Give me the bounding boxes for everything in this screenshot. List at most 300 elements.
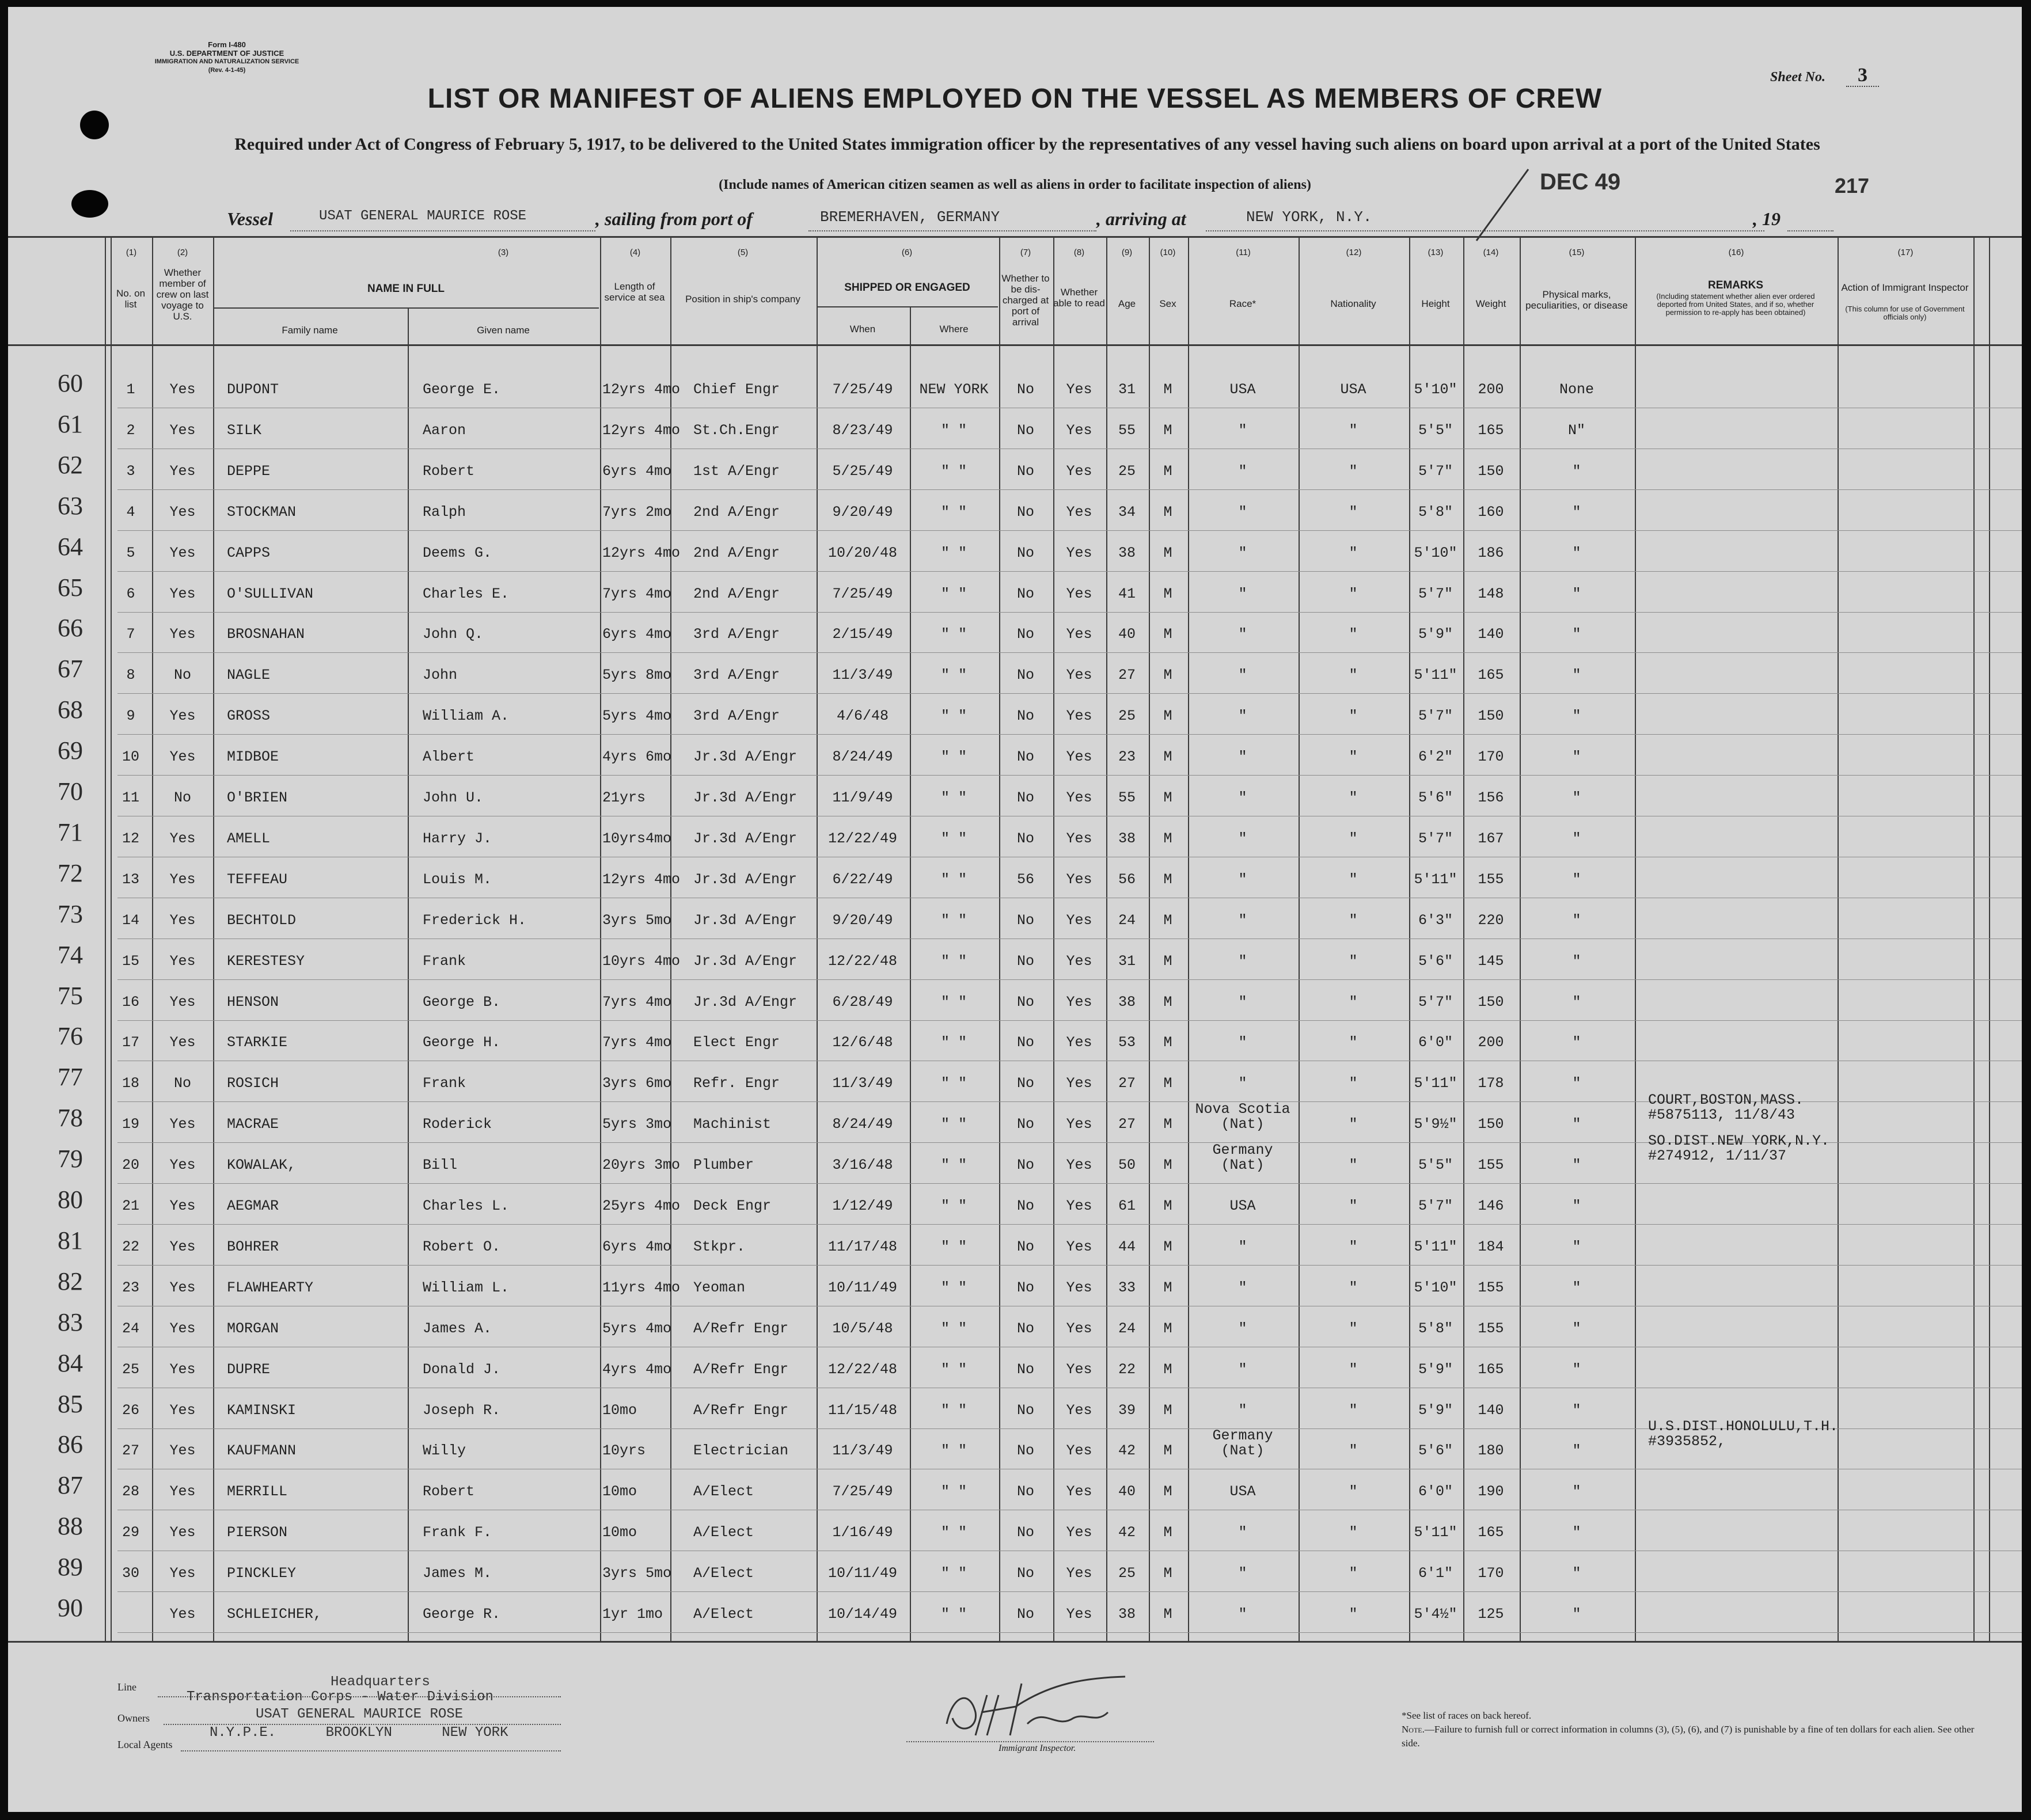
where-place: NEW YORK xyxy=(919,381,989,398)
margin-number: 63 xyxy=(58,492,83,520)
service-length: 3yrs 5mo xyxy=(602,912,672,929)
where-place: " " xyxy=(940,1483,967,1500)
position-value: A/Elect xyxy=(693,1483,754,1500)
row-number: 25 xyxy=(122,1361,139,1378)
vessel-name: USAT GENERAL MAURICE ROSE xyxy=(319,208,527,224)
age-value: 25 xyxy=(1118,1565,1136,1582)
weight-value: 150 xyxy=(1478,1116,1504,1133)
row-number: 5 xyxy=(126,545,135,561)
position-value: Elect Engr xyxy=(693,1034,780,1051)
remarks-value: COURT,BOSTON,MASS. #5875113, 11/8/43 xyxy=(1648,1092,1804,1123)
where-place: " " xyxy=(940,953,967,970)
given-name: Albert xyxy=(423,748,475,765)
col-when: When xyxy=(849,324,876,335)
sex-value: M xyxy=(1163,1116,1172,1133)
read-value: Yes xyxy=(1066,1402,1092,1419)
margin-number: 69 xyxy=(58,736,83,765)
crew-member-value: Yes xyxy=(169,871,196,888)
race-value: " xyxy=(1238,504,1247,520)
discharged-value: No xyxy=(1016,912,1034,929)
where-place: " " xyxy=(940,871,967,888)
discharged-value: No xyxy=(1016,953,1034,970)
height-value: 6'3" xyxy=(1418,912,1453,929)
sex-value: M xyxy=(1163,1606,1172,1623)
age-value: 31 xyxy=(1118,953,1136,970)
when-date: 12/6/48 xyxy=(832,1034,893,1051)
when-date: 2/15/49 xyxy=(832,626,893,643)
given-name: Robert O. xyxy=(423,1238,501,1255)
race-value: " xyxy=(1238,1034,1247,1051)
position-value: 2nd A/Engr xyxy=(693,504,780,520)
row-number: 20 xyxy=(122,1157,139,1173)
read-value: Yes xyxy=(1066,1483,1092,1500)
sex-value: M xyxy=(1163,545,1172,561)
read-value: Yes xyxy=(1066,953,1092,970)
row-number: 27 xyxy=(122,1442,139,1459)
line-value-1: Headquarters xyxy=(331,1674,430,1690)
sex-value: M xyxy=(1163,1198,1172,1214)
race-value: " xyxy=(1238,1361,1247,1378)
table-row xyxy=(8,1185,2022,1225)
read-value: Yes xyxy=(1066,504,1092,520)
arriving-label: , arriving at xyxy=(1096,208,1186,229)
family-name: ROSICH xyxy=(227,1075,279,1092)
race-note: *See list of races on back hereof. xyxy=(1402,1710,1532,1721)
when-date: 10/5/48 xyxy=(832,1320,893,1337)
family-name: GROSS xyxy=(227,708,271,724)
position-value: 2nd A/Engr xyxy=(693,586,780,602)
physical-value: " xyxy=(1572,789,1581,806)
physical-value: " xyxy=(1572,994,1581,1010)
position-value: St.Ch.Engr xyxy=(693,422,780,439)
service-length: 11yrs 4mo xyxy=(602,1279,681,1296)
weight-value: 146 xyxy=(1478,1198,1504,1214)
weight-value: 125 xyxy=(1478,1606,1504,1623)
table-top-rule xyxy=(8,236,2022,238)
table-row xyxy=(8,1471,2022,1511)
discharged-value: No xyxy=(1016,586,1034,602)
position-value: Plumber xyxy=(693,1157,754,1173)
discharged-value: No xyxy=(1016,1198,1034,1214)
position-value: Stkpr. xyxy=(693,1238,746,1255)
line-label: Line xyxy=(117,1681,136,1693)
family-name: STARKIE xyxy=(227,1034,288,1051)
family-name: FLAWHEARTY xyxy=(227,1279,314,1296)
service-length: 5yrs 8mo xyxy=(602,667,672,683)
weight-value: 170 xyxy=(1478,1565,1504,1582)
service-length: 21yrs xyxy=(602,789,646,806)
physical-value: N" xyxy=(1567,422,1585,439)
age-value: 56 xyxy=(1118,871,1136,888)
service-length: 10yrs 4mo xyxy=(602,953,681,970)
height-value: 5'6" xyxy=(1418,1442,1453,1459)
read-value: Yes xyxy=(1066,871,1092,888)
race-value: " xyxy=(1238,1238,1247,1255)
height-value: 5'4½" xyxy=(1414,1606,1457,1623)
margin-number: 64 xyxy=(58,533,83,561)
when-date: 10/20/48 xyxy=(827,545,898,561)
height-value: 5'7" xyxy=(1418,994,1453,1010)
sex-value: M xyxy=(1163,912,1172,929)
nationality-value: " xyxy=(1349,504,1358,520)
height-value: 5'8" xyxy=(1418,1320,1453,1337)
nationality-value: " xyxy=(1349,422,1358,439)
when-date: 12/22/49 xyxy=(827,830,898,847)
row-number: 9 xyxy=(126,708,135,724)
row-rule xyxy=(117,530,2022,531)
where-place: " " xyxy=(940,748,967,765)
nationality-value: " xyxy=(1349,1034,1358,1051)
service-name: IMMIGRATION AND NATURALIZATION SERVICE xyxy=(154,58,299,65)
column-number: (16) xyxy=(1728,248,1744,257)
family-name: O'SULLIVAN xyxy=(227,586,314,602)
weight-value: 165 xyxy=(1478,1361,1504,1378)
table-row xyxy=(8,368,2022,409)
column-number: (13) xyxy=(1428,248,1444,257)
family-name: SILK xyxy=(227,422,262,439)
nationality-value: " xyxy=(1349,1320,1358,1337)
race-value: USA xyxy=(1229,381,1256,398)
margin-number: 67 xyxy=(58,655,83,683)
family-name: AMELL xyxy=(227,830,271,847)
where-place: " " xyxy=(940,1402,967,1419)
where-place: " " xyxy=(940,1157,967,1173)
sex-value: M xyxy=(1163,1565,1172,1582)
given-name: Deems G. xyxy=(423,545,492,561)
when-date: 9/20/49 xyxy=(832,912,893,929)
sailing-label: , sailing from port of xyxy=(595,208,753,229)
weight-value: 150 xyxy=(1478,463,1504,480)
discharged-value: No xyxy=(1016,830,1034,847)
nationality-value: " xyxy=(1349,789,1358,806)
physical-value: " xyxy=(1572,871,1581,888)
service-length: 6yrs 4mo xyxy=(602,626,672,643)
note-label: Note. xyxy=(1402,1724,1425,1735)
family-name: O'BRIEN xyxy=(227,789,288,806)
row-number: 28 xyxy=(122,1483,139,1500)
height-value: 5'7" xyxy=(1418,830,1453,847)
physical-value: " xyxy=(1572,1402,1581,1419)
inspector-rule xyxy=(906,1741,1154,1742)
col-action-note: (This column for use of Government officials only) xyxy=(1845,305,1965,321)
when-date: 11/17/48 xyxy=(827,1238,898,1255)
position-value: Machinist xyxy=(693,1116,772,1133)
table-row xyxy=(8,899,2022,940)
position-value: Jr.3d A/Engr xyxy=(693,830,798,847)
height-value: 5'11" xyxy=(1414,667,1457,683)
row-number: 10 xyxy=(122,748,139,765)
stamp-number: 217 xyxy=(1835,174,1870,197)
service-length: 5yrs 4mo xyxy=(602,1320,672,1337)
given-name: Frank xyxy=(423,1075,466,1092)
height-value: 5'6" xyxy=(1418,789,1453,806)
margin-number: 75 xyxy=(58,982,83,1010)
vessel-rule xyxy=(290,230,595,231)
margin-number: 89 xyxy=(58,1553,83,1581)
punch-hole xyxy=(71,190,108,218)
read-value: Yes xyxy=(1066,1279,1092,1296)
read-value: Yes xyxy=(1066,830,1092,847)
given-name: John xyxy=(423,667,458,683)
row-number: 23 xyxy=(122,1279,139,1296)
nationality-value: " xyxy=(1349,463,1358,480)
table-row xyxy=(8,654,2022,694)
service-length: 6yrs 4mo xyxy=(602,1238,672,1255)
row-number: 26 xyxy=(122,1402,139,1419)
discharged-value: 56 xyxy=(1016,871,1034,888)
col-read: Whether able to read xyxy=(1053,287,1105,309)
read-value: Yes xyxy=(1066,1606,1092,1623)
manifest-page xyxy=(8,7,2022,1812)
crew-member-value: Yes xyxy=(169,626,196,643)
physical-value: " xyxy=(1572,504,1581,520)
margin-number: 84 xyxy=(58,1349,83,1377)
column-number: (12) xyxy=(1346,248,1362,257)
service-length: 12yrs 4mo xyxy=(602,545,681,561)
table-row xyxy=(8,1552,2022,1593)
when-date: 7/25/49 xyxy=(832,586,893,602)
race-value: " xyxy=(1238,871,1247,888)
table-row xyxy=(8,1348,2022,1389)
given-name: Frank F. xyxy=(423,1524,492,1541)
margin-number: 81 xyxy=(58,1226,83,1255)
note-text: —Failure to furnish full or correct information in columns (3), (5), (6), and (7) is punishable by a fine of ten dollars for each alien. See other side. xyxy=(1402,1724,1975,1749)
table-row xyxy=(8,981,2022,1021)
col-discharged: Whether to be dis-charged at port of arrival xyxy=(1001,273,1050,328)
physical-value: " xyxy=(1572,626,1581,643)
when-date: 8/24/49 xyxy=(832,1116,893,1133)
read-value: Yes xyxy=(1066,463,1092,480)
column-number: (8) xyxy=(1073,248,1085,257)
discharged-value: No xyxy=(1016,463,1034,480)
race-value: " xyxy=(1238,1606,1247,1623)
height-value: 5'5" xyxy=(1418,1157,1453,1173)
sex-value: M xyxy=(1163,1402,1172,1419)
column-number: (5) xyxy=(737,248,749,257)
race-value: " xyxy=(1238,1075,1247,1092)
family-name: MACRAE xyxy=(227,1116,279,1133)
crew-member-value: Yes xyxy=(169,1442,196,1459)
margin-number: 86 xyxy=(58,1430,83,1458)
discharged-value: No xyxy=(1016,1524,1034,1541)
fine-note xyxy=(1402,1723,1977,1750)
weight-value: 200 xyxy=(1478,381,1504,398)
given-name: Donald J. xyxy=(423,1361,501,1378)
discharged-value: No xyxy=(1016,1075,1034,1092)
physical-value: " xyxy=(1572,830,1581,847)
table-row xyxy=(8,736,2022,776)
crew-member-value: Yes xyxy=(169,953,196,970)
height-value: 5'7" xyxy=(1418,586,1453,602)
physical-value: " xyxy=(1572,1279,1581,1296)
sheet-value: 3 xyxy=(1846,64,1879,87)
weight-value: 150 xyxy=(1478,994,1504,1010)
position-value: A/Elect xyxy=(693,1606,754,1623)
read-value: Yes xyxy=(1066,1320,1092,1337)
race-value: " xyxy=(1238,748,1247,765)
margin-number: 80 xyxy=(58,1186,83,1214)
discharged-value: No xyxy=(1016,1320,1034,1337)
nationality-value: " xyxy=(1349,1075,1358,1092)
table-row xyxy=(8,1226,2022,1266)
col-no-on-list: No. on list xyxy=(116,288,146,310)
given-name: Roderick xyxy=(423,1116,492,1133)
table-row xyxy=(8,1418,2022,1470)
discharged-value: No xyxy=(1016,1034,1034,1051)
nationality-value: " xyxy=(1349,1157,1358,1173)
physical-value: " xyxy=(1572,1442,1581,1459)
service-length: 5yrs 3mo xyxy=(602,1116,672,1133)
sex-value: M xyxy=(1163,1442,1172,1459)
service-length: 10yrs xyxy=(602,1442,646,1459)
col-physical: Physical marks, peculiarities, or disease xyxy=(1525,289,1628,311)
col-weight: Weight xyxy=(1475,298,1506,309)
row-number: 18 xyxy=(122,1075,139,1092)
row-rule xyxy=(117,652,2022,653)
family-name: DUPRE xyxy=(227,1361,271,1378)
margin-number: 70 xyxy=(58,777,83,805)
col-position: Position in ship's company xyxy=(685,294,800,305)
given-name: Aaron xyxy=(423,422,466,439)
height-value: 6'1" xyxy=(1418,1565,1453,1582)
given-name: William L. xyxy=(423,1279,510,1296)
family-name: HENSON xyxy=(227,994,279,1010)
row-number: 2 xyxy=(126,422,135,439)
row-number: 19 xyxy=(122,1116,139,1133)
row-rule xyxy=(117,489,2022,490)
table-row xyxy=(8,777,2022,817)
crew-member-value: Yes xyxy=(169,1524,196,1541)
sex-value: M xyxy=(1163,1075,1172,1092)
where-place: " " xyxy=(940,789,967,806)
weight-value: 140 xyxy=(1478,626,1504,643)
where-place: " " xyxy=(940,1075,967,1092)
race-value: " xyxy=(1238,1524,1247,1541)
position-value: A/Refr Engr xyxy=(693,1320,789,1337)
race-value: " xyxy=(1238,463,1247,480)
sex-value: M xyxy=(1163,871,1172,888)
discharged-value: No xyxy=(1016,381,1034,398)
family-name: SCHLEICHER, xyxy=(227,1606,322,1623)
crew-member-value: Yes xyxy=(169,708,196,724)
service-length: 20yrs 3mo xyxy=(602,1157,681,1173)
nationality-value: " xyxy=(1349,871,1358,888)
family-name: MORGAN xyxy=(227,1320,279,1337)
sex-value: M xyxy=(1163,1483,1172,1500)
race-value: " xyxy=(1238,1402,1247,1419)
where-place: " " xyxy=(940,708,967,724)
when-date: 3/16/48 xyxy=(832,1157,893,1173)
when-date: 7/25/49 xyxy=(832,1483,893,1500)
row-number: 15 xyxy=(122,953,139,970)
row-rule xyxy=(117,1020,2022,1021)
col-age: Age xyxy=(1118,298,1136,309)
physical-value: " xyxy=(1572,1524,1581,1541)
family-name: NAGLE xyxy=(227,667,271,683)
owners-label: Owners xyxy=(117,1712,150,1724)
row-rule xyxy=(117,1224,2022,1225)
sex-value: M xyxy=(1163,1524,1172,1541)
sex-value: M xyxy=(1163,504,1172,520)
weight-value: 165 xyxy=(1478,422,1504,439)
table-row xyxy=(8,450,2022,491)
remarks-value: U.S.DIST.HONOLULU,T.H. #3935852, xyxy=(1648,1418,1839,1450)
physical-value: " xyxy=(1572,748,1581,765)
margin-number: 77 xyxy=(58,1063,83,1091)
column-number: (14) xyxy=(1483,248,1499,257)
department: U.S. DEPARTMENT OF JUSTICE xyxy=(169,49,284,58)
margin-number: 87 xyxy=(58,1471,83,1499)
sex-value: M xyxy=(1163,1157,1172,1173)
height-value: 5'5" xyxy=(1418,422,1453,439)
margin-number: 60 xyxy=(58,369,83,397)
sex-value: M xyxy=(1163,667,1172,683)
physical-value: " xyxy=(1572,1320,1581,1337)
check-mark xyxy=(1465,166,1534,246)
row-number: 4 xyxy=(126,504,135,520)
read-value: Yes xyxy=(1066,667,1092,683)
weight-value: 155 xyxy=(1478,1157,1504,1173)
age-value: 25 xyxy=(1118,463,1136,480)
row-rule xyxy=(117,693,2022,694)
age-value: 27 xyxy=(1118,1116,1136,1133)
read-value: Yes xyxy=(1066,708,1092,724)
sex-value: M xyxy=(1163,830,1172,847)
form-number: Form I-480 xyxy=(208,40,246,49)
row-rule xyxy=(117,1591,2022,1592)
discharged-value: No xyxy=(1016,1361,1034,1378)
crew-member-value: No xyxy=(173,1075,191,1092)
date-stamp: DEC 49 xyxy=(1540,169,1621,195)
crew-member-value: Yes xyxy=(169,830,196,847)
physical-value: " xyxy=(1572,667,1581,683)
service-length: 6yrs 4mo xyxy=(602,463,672,480)
margin-number: 82 xyxy=(58,1267,83,1295)
nationality-value: " xyxy=(1349,1116,1358,1133)
crew-member-value: Yes xyxy=(169,1483,196,1500)
read-value: Yes xyxy=(1066,381,1092,398)
position-value: 3rd A/Engr xyxy=(693,667,780,683)
where-place: " " xyxy=(940,912,967,929)
table-bottom-rule xyxy=(8,1641,2022,1643)
row-number: 13 xyxy=(122,871,139,888)
height-value: 5'9½" xyxy=(1414,1116,1457,1133)
row-number: 6 xyxy=(126,586,135,602)
family-name: KOWALAK, xyxy=(227,1157,297,1173)
weight-value: 148 xyxy=(1478,586,1504,602)
row-rule xyxy=(117,734,2022,735)
physical-value: " xyxy=(1572,1361,1581,1378)
table-row xyxy=(8,1267,2022,1307)
column-number: (1) xyxy=(126,248,137,257)
sex-value: M xyxy=(1163,381,1172,398)
nationality-value: " xyxy=(1349,748,1358,765)
position-value: Jr.3d A/Engr xyxy=(693,871,798,888)
sex-value: M xyxy=(1163,994,1172,1010)
crew-member-value: Yes xyxy=(169,1157,196,1173)
age-value: 31 xyxy=(1118,381,1136,398)
crew-member-value: Yes xyxy=(169,994,196,1010)
when-date: 12/22/48 xyxy=(827,1361,898,1378)
table-row xyxy=(8,1511,2022,1552)
discharged-value: No xyxy=(1016,626,1034,643)
sex-value: M xyxy=(1163,708,1172,724)
given-name: Frederick H. xyxy=(423,912,527,929)
column-number: (15) xyxy=(1569,248,1585,257)
age-value: 55 xyxy=(1118,422,1136,439)
table-row xyxy=(8,409,2022,450)
col-race: Race* xyxy=(1229,298,1256,309)
